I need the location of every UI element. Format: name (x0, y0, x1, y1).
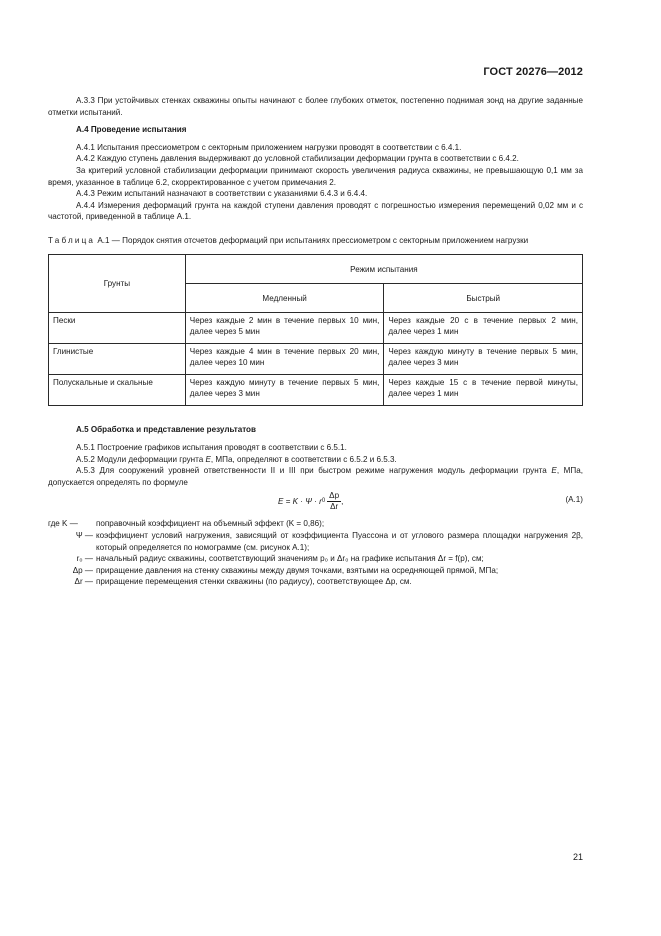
definition-symbol: r₀ — (76, 554, 93, 564)
formula-numerator: Δp (329, 491, 340, 501)
paragraph-a4-2: А.4.2 Каждую ступень давления выдерживают до условной стабилизации деформации грунта в соответствии с 6.4.2. (76, 154, 519, 164)
document-body (48, 95, 583, 588)
table-caption-text: А.1 — Порядок снятия отсчетов деформаций при испытаниях прессиометром с секторным приложением нагрузки (97, 235, 529, 245)
definition-text: коэффициент условий нагружения, зависящий от коэффициента Пуассона и от углового размера площадки нагружения 2β, который определяется по номограмме (см. рисунок А.1); (96, 530, 583, 552)
a5-3-text-start: А.5.3 Для сооружений уровней ответственности II и III при быстром режиме нагружения модуль деформации грунта (76, 466, 552, 476)
section-title-a5: А.5 Обработка и представление результатов (76, 425, 256, 435)
cell-fast: Через каждую минуту в течение первых 5 мин, далее через 3 мин (384, 344, 583, 375)
table-caption (48, 235, 583, 246)
paragraph-a5-3 (48, 465, 583, 488)
reading-schedule-table (48, 254, 583, 406)
definition-text: приращение перемещения стенки скважины (по радиусу), соответствующее Δp, см. (96, 577, 412, 587)
column-header-mode: Режим испытания (185, 255, 582, 284)
definition-row (48, 530, 583, 553)
a5-2-text-start: А.5.2 Модули деформации грунта (76, 454, 206, 464)
definition-symbol: Ψ — (75, 530, 93, 540)
page-number: 21 (572, 852, 583, 862)
symbol-definitions (48, 518, 583, 588)
column-header-fast: Быстрый (384, 284, 583, 313)
cell-slow: Через каждые 2 мин в течение первых 10 мин, далее через 5 мин (185, 313, 384, 344)
definition-symbol: Δr — (74, 577, 93, 587)
formula-a1 (48, 490, 583, 514)
formula-end: , (341, 497, 344, 507)
section-title-a4: А.4 Проведение испытания (76, 125, 187, 135)
paragraph-a5-1: А.5.1 Построение графиков испытания проводят в соответствии с 6.5.1. (76, 442, 347, 452)
definition-symbol: где K — (48, 519, 78, 529)
column-header-slow: Медленный (185, 284, 384, 313)
a5-3-text-end: , МПа, допускается определять по формуле (48, 466, 583, 487)
paragraph-a4-1: А.4.1 Испытания прессиометром с секторным приложением нагрузки проводят в соответствии с 6.4.1. (76, 142, 462, 152)
definition-text: начальный радиус скважины, соответствующий значениям p₀ и Δr₀ на графике испытания Δr = f(p), см; (96, 554, 484, 564)
column-header-soil: Грунты (49, 255, 186, 313)
a5-3-symbol-e: E (551, 466, 557, 476)
paragraph-a3-3: А.3.3 При устойчивых стенках скважины опыты начинают с более глубоких отметок, постепенно поднимая зонд на другие заданные отметки испытаний. (48, 96, 583, 117)
definition-row (48, 565, 583, 577)
definition-symbol: Δp — (72, 565, 93, 575)
a5-2-text-end: , МПа, определяют в соответствии с 6.5.2 и 6.5.3. (210, 454, 397, 464)
cell-slow: Через каждую минуту в течение первых 5 мин, далее через 3 мин (185, 375, 384, 406)
cell-fast: Через каждые 20 с в течение первых 2 мин, далее через 1 мин (384, 313, 583, 344)
formula-expression (278, 491, 343, 512)
paragraph-a4-3: А.4.3 Режим испытаний назначают в соответствии с указаниями 6.4.3 и 6.4.4. (76, 189, 368, 199)
formula-subscript: 0 (321, 498, 326, 505)
definition-row (48, 518, 583, 530)
formula-lhs: E = K · Ψ · r (278, 497, 322, 507)
a5-2-symbol-e: E (205, 454, 211, 464)
paragraph-a4-4: А.4.4 Измерения деформаций грунта на каждой ступени давления проводят с погрешностью измерения перемещений 0,02 мм и с частотой, приведенной в таблице А.1. (48, 200, 583, 222)
cell-soil: Глинистые (49, 344, 186, 375)
paragraph-a5-2 (48, 454, 583, 466)
standard-header: ГОСТ 20276—2012 (483, 66, 583, 78)
formula-number: (А.1) (565, 495, 583, 505)
table-row (49, 375, 583, 406)
cell-fast: Через каждые 15 с в течение первой минуты, далее через 1 мин (384, 375, 583, 406)
definition-text: поправочный коэффициент на объемный эффект (K = 0,86); (96, 519, 325, 529)
definition-text: приращение давления на стенку скважины между двумя точками, взятыми на осредняющей прямой, МПа; (96, 565, 499, 575)
definition-row (48, 576, 583, 588)
cell-soil: Пески (49, 313, 186, 344)
table-row (49, 313, 583, 344)
cell-soil: Полускальные и скальные (49, 375, 186, 406)
table-row (49, 344, 583, 375)
paragraph-a4-2-criterion: За критерий условной стабилизации деформации принимают скорость увеличения радиуса скважины, не превышающую 0,1 мм за время, указанное в таблице 6.2, скорректированное с учетом примечания 2. (48, 165, 583, 187)
table-caption-prefix: Таблица (48, 235, 96, 245)
cell-slow: Через каждые 4 мин в течение первых 20 мин, далее через 10 мин (185, 344, 384, 375)
formula-denominator: Δr (330, 502, 339, 512)
definition-row (48, 553, 583, 565)
formula-fraction (327, 491, 344, 512)
